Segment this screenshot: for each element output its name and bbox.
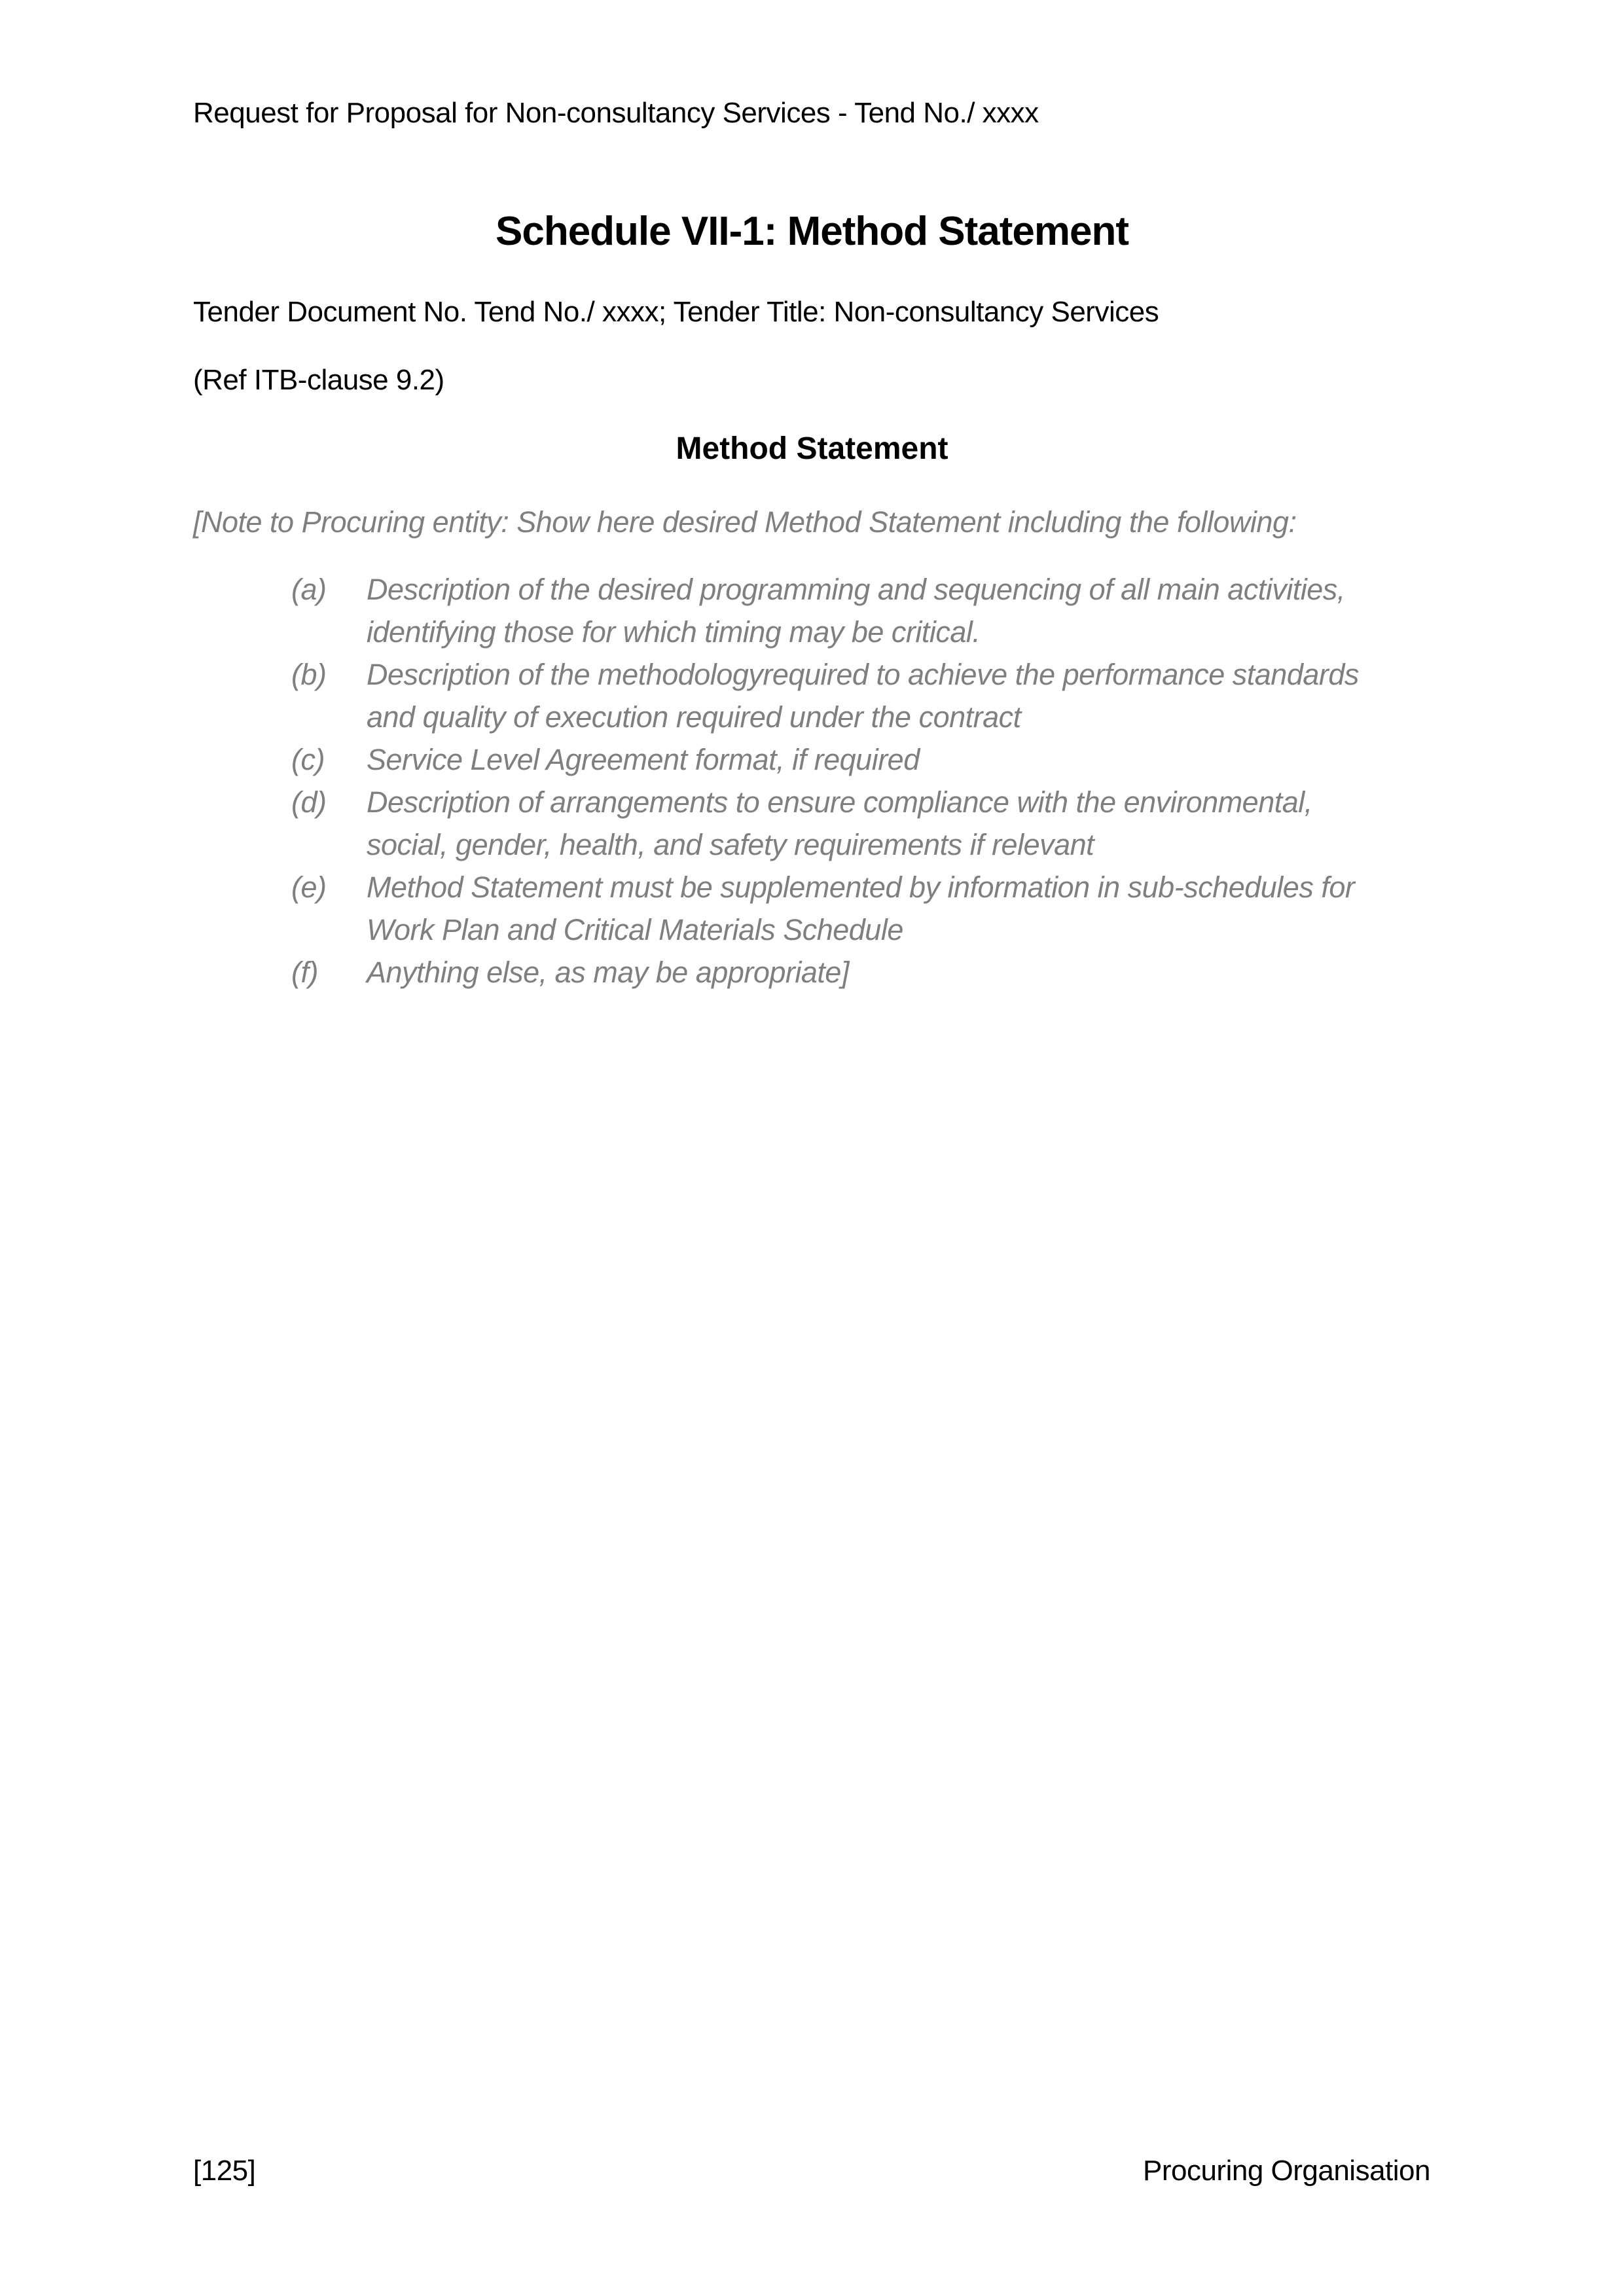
list-item-text: Description of the desired programming and sequencing of all main activities, identifying those for which timing may be critical. — [367, 573, 1345, 649]
list-item-text: Anything else, as may be appropriate] — [367, 956, 849, 989]
list-item-marker: (d) — [291, 785, 327, 819]
list-item-text: Description of the methodologyrequired to achieve the performance standards and quality of execution required under the contract — [367, 658, 1359, 734]
note-list — [291, 568, 1404, 994]
list-item-marker: (c) — [291, 743, 325, 776]
page-number: [125] — [193, 2155, 256, 2187]
page-footer — [193, 2155, 1430, 2187]
list-item — [291, 653, 1404, 738]
list-item — [291, 866, 1404, 951]
list-item — [291, 738, 1404, 781]
list-item — [291, 781, 1404, 866]
list-item-text: Description of arrangements to ensure compliance with the environmental, social, gender, health, and safety requirements if relevant — [367, 785, 1312, 861]
list-item-marker: (e) — [291, 870, 327, 904]
page-header: Request for Proposal for Non-consultancy Services - Tend No./ xxxx — [193, 97, 1039, 129]
note-to-procuring-entity: [Note to Procuring entity: Show here desired Method Statement including the following: — [193, 505, 1297, 539]
list-item-marker: (b) — [291, 658, 327, 691]
document-title: Schedule VII-1: Method Statement — [495, 209, 1129, 254]
list-item-marker: (f) — [291, 956, 318, 989]
footer-organisation-label: Procuring Organisation — [1142, 2155, 1430, 2187]
itb-reference-line: (Ref ITB-clause 9.2) — [193, 364, 444, 396]
section-heading: Method Statement — [676, 431, 948, 466]
list-item-marker: (a) — [291, 573, 327, 606]
list-item-text: Method Statement must be supplemented by information in sub-schedules for Work Plan and Critical Materials Schedule — [367, 870, 1355, 946]
list-item-text: Service Level Agreement format, if required — [367, 743, 920, 776]
list-item — [291, 568, 1404, 653]
tender-document-line: Tender Document No. Tend No./ xxxx; Tender Title: Non-consultancy Services — [193, 296, 1159, 328]
list-item — [291, 951, 1404, 994]
